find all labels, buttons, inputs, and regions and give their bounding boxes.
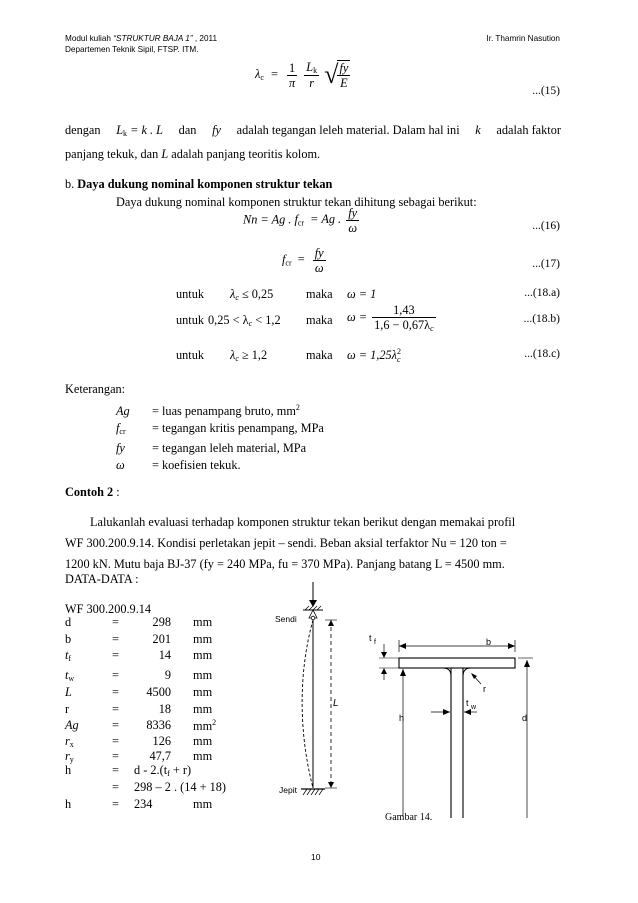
wf-section	[369, 633, 533, 818]
keterangan-item	[116, 440, 324, 457]
keterangan-item	[116, 420, 324, 440]
eq15-sqrt-num: fy	[339, 61, 349, 76]
contoh-paragraph	[65, 512, 561, 575]
case-18b-den: 1,6 − 0,67λ	[374, 318, 431, 333]
data-row-equals: =	[112, 718, 119, 732]
case-18c-lambda: λ	[230, 348, 236, 362]
sqrt-symbol: √	[324, 60, 339, 90]
case-18c-untuk: untuk	[176, 348, 205, 362]
ket-sym-ag: Ag	[116, 404, 130, 418]
keterangan-title: Keterangan:	[65, 382, 126, 396]
case-18a-sub: c	[235, 293, 239, 302]
ket-sym-omega: ω	[116, 458, 125, 472]
data-row-symbol: r	[65, 749, 70, 763]
data-row-symbol: r	[65, 702, 70, 716]
paragraph-lk	[65, 120, 561, 165]
tw-label: t	[466, 698, 469, 708]
p1-teoritis: adalah panjang teoritis kolom.	[171, 147, 321, 161]
eq17-lhs: f	[282, 252, 286, 267]
data-row-value: 298	[152, 615, 171, 629]
data-row-unit-text: mm	[193, 685, 213, 699]
contoh-line3: 1200 kN. Mutu baja BJ-37 (fy = 240 MPa, fu = 370 MPa). Panjang batang L = 4500 mm.	[65, 557, 505, 571]
case-18b-sub: c	[248, 319, 253, 328]
eq15-frac1-den: π	[288, 75, 296, 90]
h-name: h	[65, 763, 72, 777]
case-18a-lambda: λ	[230, 287, 236, 301]
h-formula-end: + r)	[169, 763, 192, 777]
eq15-frac2-den: r	[309, 76, 315, 91]
data-row-name	[65, 685, 72, 700]
data-row-symbol: L	[65, 685, 72, 699]
p1-k-sub: k	[123, 129, 128, 138]
data-row-equals: =	[112, 648, 119, 662]
data-row-symbol: b	[65, 632, 72, 646]
eq15-frac1	[287, 61, 297, 90]
section-b-title: Daya dukung nominal komponen struktur tekan	[77, 177, 333, 191]
case-18b-maka: maka	[306, 313, 333, 327]
case-18c-sub2: c	[396, 355, 401, 365]
eq16-num: fy	[348, 206, 358, 220]
h-eq: =	[112, 763, 119, 777]
case-18c-sub: c	[235, 354, 239, 363]
eq16-frac	[346, 206, 359, 235]
ket-desc-fcr: = tegangan kritis penampang, MPa	[152, 421, 324, 435]
data-row-unit	[193, 648, 212, 663]
data-title: DATA-DATA :	[65, 572, 139, 586]
tf-label: t	[369, 633, 372, 643]
data-row-value: 8336	[146, 718, 171, 732]
case-18b-result	[347, 303, 438, 333]
case-18a-cond	[230, 287, 273, 302]
header-title	[65, 34, 217, 43]
eq17-den: ω	[314, 261, 324, 276]
p1-dan: dan	[178, 123, 197, 137]
data-row-unit	[193, 685, 212, 700]
jepit-label: Jepit	[279, 785, 297, 795]
data-row-value: 14	[158, 648, 171, 662]
data-row-equals: =	[112, 734, 119, 748]
data-row-unit-text: mm	[193, 632, 213, 646]
sendi-label: Sendi	[275, 614, 297, 624]
p1-L: L	[116, 123, 124, 137]
case-18b-cond	[208, 313, 281, 328]
data-row-equals: =	[112, 668, 119, 682]
case-18a-result: ω = 1	[347, 287, 377, 301]
p1-adalah: adalah tegangan leleh material. Dalam hal ini	[236, 123, 460, 137]
data-row-value: 126	[152, 734, 171, 748]
eq18a-number: ...(18.a)	[524, 287, 560, 299]
eq17-num: fy	[314, 246, 324, 260]
data-row-unit-text: mm	[193, 749, 213, 763]
case-18c-rest: ≥ 1,2	[238, 348, 268, 362]
case-18a-rest: ≤ 0,25	[238, 287, 274, 301]
ket-sub-fcr: cr	[119, 427, 126, 436]
data-row-unit-sup: 2	[212, 718, 217, 727]
section-b-prefix: b.	[65, 177, 78, 191]
tf-sub: f	[374, 639, 376, 646]
eq15-sqrt-den: E	[340, 76, 348, 91]
tw-sub: w	[471, 704, 477, 711]
eq15-frac2-num-sub: k	[313, 66, 318, 75]
keterangan-item	[116, 457, 324, 474]
data-row-symbol: Ag	[65, 718, 79, 732]
h-label: h	[399, 713, 405, 723]
d-label: d	[522, 713, 528, 723]
p1-fy: fy	[212, 123, 221, 137]
page-number: 10	[311, 852, 321, 862]
p1-dengan: dengan	[65, 123, 101, 137]
contoh-heading	[65, 485, 120, 500]
data-row-unit-text: mm	[193, 668, 213, 682]
contoh-line2: WF 300.200.9.14. Kondisi perletakan jepit – sendi. Beban aksial terfaktor Nu = 120 ton =	[65, 536, 507, 550]
data-row-symbol-sub: w	[68, 674, 75, 683]
h3-unit: mm	[193, 797, 213, 811]
eq17-equals: =	[297, 252, 305, 267]
eq18b-number: ...(18.b)	[523, 313, 560, 325]
data-row-symbol-sub: y	[69, 755, 74, 764]
case-18c-result	[347, 348, 401, 364]
case-18b-num: 1,43	[372, 303, 436, 318]
header-module-prefix: Modul kuliah	[65, 34, 114, 43]
length-label: L	[333, 698, 339, 709]
data-row-equals: =	[112, 685, 119, 699]
eq17-number: ...(17)	[532, 258, 560, 270]
data-row-name	[65, 648, 71, 663]
eq16-number: ...(16)	[532, 220, 560, 232]
data-row-symbol-sub: x	[69, 740, 74, 749]
case-18b-omega: ω =	[347, 310, 368, 324]
eq15-frac1-num: 1	[287, 61, 297, 76]
case-18c-cond	[230, 348, 267, 363]
header-module-title: “STRUKTUR BAJA 1”	[113, 34, 193, 43]
data-row-unit-text: mm	[193, 702, 213, 716]
eq15-frac2-num: L	[306, 60, 314, 74]
eq15-frac2	[304, 60, 319, 90]
header-author: Ir. Thamrin Nasution	[486, 34, 560, 43]
data-row-unit	[193, 702, 212, 717]
data-row-equals: =	[112, 615, 119, 629]
eq15-equals: =	[270, 67, 278, 81]
h2-eq: =	[112, 780, 119, 794]
equation-17	[282, 246, 328, 275]
h-formula: d - 2.(t	[134, 763, 168, 777]
case-18b-rest: < 1,2	[252, 313, 281, 327]
data-row-name	[65, 734, 74, 749]
data-row-symbol: t	[65, 668, 69, 682]
case-18a-maka: maka	[306, 287, 333, 301]
section-b-heading	[65, 177, 332, 192]
data-row-name	[65, 749, 74, 764]
p1-faktor: adalah faktor	[496, 123, 561, 137]
data-row-name	[65, 668, 74, 683]
data-row-value: 47,7	[149, 749, 171, 763]
data-row-value: 9	[164, 668, 171, 682]
data-row-unit	[193, 718, 216, 734]
data-row-unit-text: mm	[193, 615, 213, 629]
data-profile: WF 300.200.9.14	[65, 602, 152, 616]
eq15-number: ...(15)	[532, 85, 560, 97]
keterangan-item	[116, 399, 324, 420]
ket-desc-fy: = tegangan leleh material, MPa	[152, 441, 307, 455]
data-row-symbol: d	[65, 615, 72, 629]
figure-caption: Gambar 14.	[385, 812, 433, 823]
eq16-mid: = Ag .	[310, 212, 342, 227]
data-row-equals: =	[112, 702, 119, 716]
ket-sym-fy: fy	[116, 441, 125, 455]
data-row-unit-text: mm	[193, 719, 213, 733]
ket-sup-ag: 2	[295, 403, 300, 412]
case-18a-untuk: untuk	[176, 287, 205, 301]
p1-k: k	[475, 123, 481, 137]
ket-desc-ag: = luas penampang bruto, mm	[152, 404, 296, 418]
eq16-den: ω	[348, 221, 357, 236]
data-row-unit	[193, 749, 212, 764]
eq15-sqrt-frac	[337, 60, 350, 90]
data-row-symbol: r	[65, 734, 70, 748]
eq17-frac	[313, 246, 326, 275]
column-elevation	[275, 582, 339, 795]
case-18c-sup: 2	[396, 347, 401, 357]
p1-panjang: panjang tekuk, dan	[65, 147, 159, 161]
data-row-symbol: t	[65, 648, 69, 662]
data-row-unit-text: mm	[193, 734, 213, 748]
h-formula-sub: f	[167, 769, 170, 778]
data-row-unit	[193, 615, 212, 630]
data-row-name	[65, 718, 79, 733]
contoh-line1: Lalukanlah evaluasi terhadap komponen struktur tekan berikut dengan memakai profil	[90, 515, 516, 529]
header-module-year: , 2011	[192, 34, 217, 43]
keterangan-list	[116, 399, 324, 474]
data-row-value: 4500	[146, 685, 171, 699]
contoh-colon: :	[113, 485, 120, 499]
data-row-unit	[193, 632, 212, 647]
column-figure	[265, 580, 565, 825]
section-b-intro: Daya dukung nominal komponen struktur tekan dihitung sebagai berikut:	[116, 195, 477, 209]
p1-L2: L	[161, 147, 169, 161]
data-row-symbol-sub: f	[68, 654, 72, 663]
r-label: r	[483, 684, 486, 694]
case-18b-den-sub: c	[430, 324, 434, 334]
ket-desc-omega: = koefisien tekuk.	[152, 458, 241, 472]
ket-sym-fcr: f	[116, 421, 120, 435]
case-18b-pre: 0,25 < λ	[208, 313, 249, 327]
header-department: Departemen Teknik Sipil, FTSP. ITM.	[65, 45, 199, 54]
case-18b-untuk: untuk	[176, 313, 205, 327]
eq17-lhs-sub: cr	[285, 258, 292, 268]
equation-15	[255, 60, 352, 90]
b-label: b	[486, 637, 492, 647]
eq16-lhs-sub: cr	[297, 218, 305, 228]
eq15-lambda-sub: c	[260, 73, 264, 82]
h3-val: 234	[134, 797, 153, 811]
data-row-unit-text: mm	[193, 648, 213, 662]
h2-val: 298 – 2 . (14 + 18)	[134, 780, 226, 794]
h3-eq: =	[112, 797, 119, 811]
data-row-unit	[193, 668, 212, 683]
eq16-lhs: Nn = Ag . f	[243, 212, 298, 227]
case-18b-frac	[372, 303, 436, 333]
equation-16	[243, 206, 361, 235]
data-row-equals: =	[112, 749, 119, 763]
data-row-value: 201	[152, 632, 171, 646]
eq15-lambda: λ	[255, 67, 261, 81]
case-18c-maka: maka	[306, 348, 333, 362]
case-18c-omega: ω = 1,25λ	[347, 348, 397, 362]
p1-kL: = k . L	[127, 123, 163, 137]
contoh-title: Contoh 2	[65, 485, 114, 499]
data-row-unit	[193, 734, 212, 749]
h3-name: h	[65, 797, 72, 811]
eq18c-number: ...(18.c)	[524, 348, 560, 360]
data-row-equals: =	[112, 632, 119, 646]
data-row-value: 18	[158, 702, 171, 716]
